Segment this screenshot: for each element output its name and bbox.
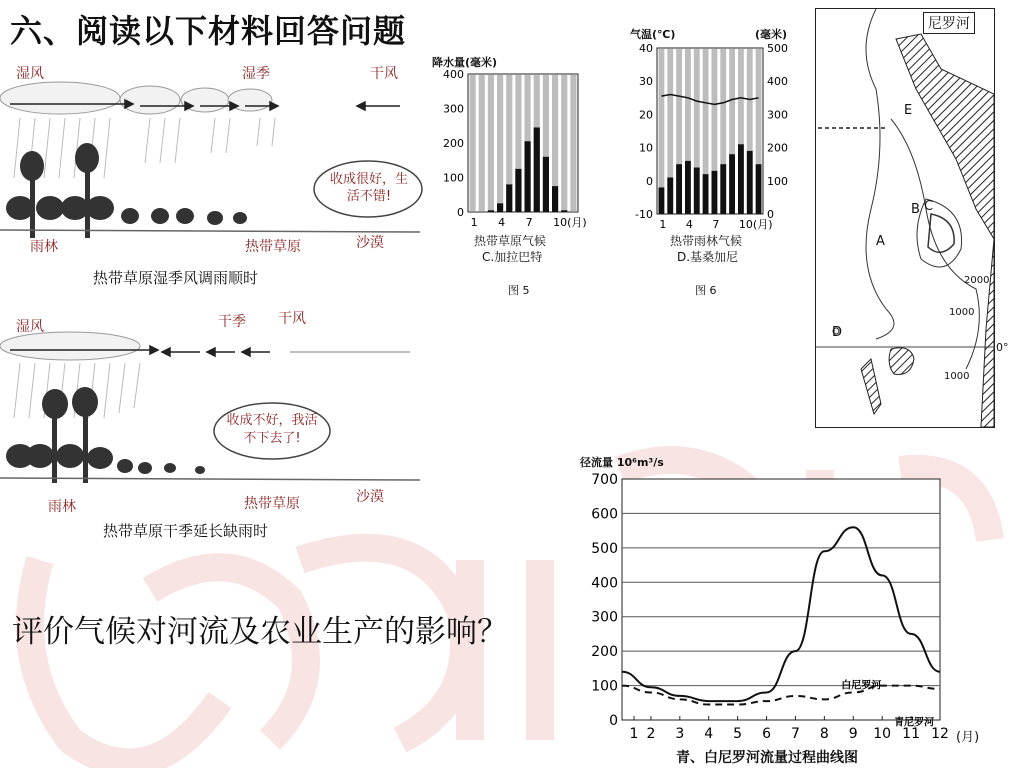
flow-chart [578, 452, 998, 768]
flow-ytick-label: 700 [591, 472, 618, 488]
question-text: 评价气候对河流及农业生产的影响？ [12, 614, 508, 650]
flow-xtick-label: 3 [675, 726, 685, 742]
map-contour-2000: 2000 [964, 275, 990, 286]
fig6-yticks-right [767, 42, 788, 221]
fig6-ytick-left-label: 20 [639, 108, 653, 122]
fig5-bg-stripe [561, 75, 567, 211]
flow-chart-svg [578, 452, 998, 768]
fig5-climate-name: 热带草原气候 [474, 234, 547, 248]
label-wet-wind: 湿风 [16, 319, 44, 335]
flow-xtick-label: 9 [848, 726, 858, 742]
fig5-number: 图 5 [508, 284, 530, 297]
flow-xtick-label: 1 [629, 726, 639, 742]
fig5-bar [552, 186, 558, 212]
fig6-ytick-right-label: 100 [767, 174, 788, 188]
flow-ytick-label: 600 [591, 506, 618, 523]
fig5-bar [488, 210, 494, 212]
label-savanna: 热带草原 [244, 496, 300, 512]
nile-map-drawing [816, 9, 994, 427]
map-label-d: D [832, 325, 843, 340]
fig5-yticks [443, 68, 464, 219]
map-label-c: C [924, 199, 934, 214]
fig5-bg-stripe [570, 75, 576, 211]
fig6-ylabel-left: 气温(℃) [630, 28, 676, 41]
fig5-chart [430, 52, 590, 232]
fig6-bar [685, 161, 691, 214]
flow-xtick-label: 5 [733, 726, 743, 742]
flow-ylabel: 径流量 10⁶m³/s [580, 456, 664, 469]
flow-yticks [591, 472, 618, 729]
flow-ytick-label: 300 [591, 609, 618, 626]
fig5-bar [534, 127, 540, 212]
fig6-xtick-label: 7 [712, 218, 720, 231]
scene-wet-season [0, 58, 430, 293]
flow-ytick-label: 200 [591, 644, 618, 661]
fig6-ytick-right-label: 200 [767, 141, 788, 155]
fig5-xtick-label: 4 [498, 216, 506, 229]
label-rainforest: 雨林 [48, 499, 76, 515]
map-contour-1000b: 1000 [944, 371, 970, 382]
fig5-place: C.加拉巴特 [482, 250, 543, 264]
flow-xunit: (月) [956, 730, 980, 745]
fig6-xticks [659, 218, 772, 231]
figure-5 [430, 52, 590, 302]
map-label-b: B [911, 202, 920, 217]
fig6-bar [756, 164, 762, 214]
label-wet-wind: 湿风 [16, 66, 44, 82]
fig6-bar [667, 177, 673, 214]
label-dry-season: 干季 [218, 314, 246, 330]
fig6-ytick-right-label: 500 [767, 42, 788, 55]
fig6-bar [694, 168, 700, 214]
fig6-bar [729, 154, 735, 214]
fig6-xtick-label: 10(月) [738, 218, 773, 231]
flow-xtick-label: 4 [704, 726, 714, 742]
flow-xtick-label: 12 [931, 726, 949, 742]
flow-xtick-label: 2 [646, 726, 656, 742]
fig6-bar [747, 151, 753, 214]
fig5-bar [543, 157, 549, 212]
fig5-ytick-label: 200 [443, 137, 464, 150]
label-desert: 沙漠 [356, 235, 384, 251]
fig6-xtick-label: 4 [685, 218, 693, 231]
map-title: 尼罗河 [923, 12, 975, 34]
label-desert: 沙漠 [356, 489, 384, 505]
fig6-ytick-left-label: 40 [639, 42, 653, 55]
fig6-place: D.基桑加尼 [677, 250, 739, 264]
fig5-bg-stripe [479, 75, 485, 211]
nile-map [815, 8, 1009, 428]
fig6-ytick-left-label: 0 [646, 174, 653, 188]
page-title: 六、阅读以下材料回答问题 [10, 12, 407, 50]
fig5-xtick-label: 7 [525, 216, 533, 229]
map-contour-1000: 1000 [949, 307, 975, 318]
fig6-ylabel-right: (毫米) [755, 28, 788, 41]
fig6-bar [676, 164, 682, 214]
map-label-a: A [876, 234, 885, 249]
speech-bubble: 收成很好，生活不错! [330, 172, 409, 204]
fig5-xticks [471, 216, 587, 229]
fig6-bar [738, 144, 744, 214]
fig6-ytick-right-label: 300 [767, 108, 788, 122]
fig5-xtick-label: 1 [470, 216, 478, 229]
flow-xtick-label: 8 [819, 726, 829, 742]
label-dry-wind: 干风 [278, 311, 306, 327]
label-wet-season: 湿季 [242, 66, 270, 82]
fig6-number: 图 6 [695, 284, 717, 297]
fig6-xtick-label: 1 [659, 218, 667, 231]
scene-caption: 热带草原湿季风调雨顺时 [93, 269, 259, 287]
fig5-ytick-label: 0 [457, 206, 464, 219]
fig5-bar [525, 141, 531, 212]
fig6-ytick-right-label: 0 [767, 208, 774, 221]
flow-series-label: 白尼罗河 [841, 680, 882, 692]
figure-6 [625, 24, 810, 304]
fig5-ytick-label: 100 [443, 171, 464, 185]
fig5-bar [506, 184, 512, 212]
fig6-ytick-left-label: 10 [639, 141, 653, 155]
flow-caption: 青、白尼罗河流量过程曲线图 [676, 750, 858, 766]
flow-ytick-label: 400 [591, 575, 618, 592]
fig5-ylabel: 降水量(毫米) [432, 56, 498, 69]
scene-dry-season [0, 308, 430, 548]
flow-ytick-label: 100 [591, 678, 618, 695]
fig5-bar [497, 203, 503, 212]
fig6-ytick-right-label: 400 [767, 75, 788, 89]
scene-caption: 热带草原干季延长缺雨时 [103, 522, 269, 540]
fig6-bar [712, 171, 718, 214]
fig5-xtick-label: 10(月) [553, 216, 587, 229]
flow-ytick-label: 0 [609, 713, 618, 729]
fig5-bar [561, 210, 567, 212]
flow-xtick-label: 7 [790, 726, 800, 742]
speech-bubble: 收成不好，我活不下去了! [226, 413, 318, 446]
flow-xtick-label: 10 [873, 726, 892, 742]
fig6-bar [720, 164, 726, 214]
flow-xtick-label: 11 [902, 726, 921, 742]
fig6-ytick-left-label: 30 [639, 75, 653, 89]
fig6-chart [625, 24, 810, 234]
fig5-ytick-label: 300 [443, 102, 464, 116]
map-equator: 0° [996, 341, 1009, 354]
fig6-bar [659, 187, 665, 214]
label-savanna: 热带草原 [245, 239, 301, 255]
fig6-bar [703, 174, 709, 214]
fig5-ytick-label: 400 [443, 68, 464, 81]
fig6-yticks-left [635, 42, 653, 221]
fig5-bg-stripe [497, 75, 503, 211]
flow-ytick-label: 500 [591, 540, 618, 557]
map-label-e: E [904, 103, 913, 118]
fig6-climate-name: 热带雨林气候 [670, 234, 743, 248]
flow-series-label: 青尼罗河 [894, 717, 935, 729]
label-dry-wind: 干风 [370, 66, 398, 82]
fig6-ytick-left-label: -10 [635, 208, 653, 221]
label-rainforest: 雨林 [30, 239, 58, 255]
fig5-bg-stripe [488, 75, 494, 211]
fig5-bar [515, 169, 521, 212]
fig5-bg-stripe [470, 75, 476, 211]
flow-xtick-label: 6 [762, 726, 772, 742]
